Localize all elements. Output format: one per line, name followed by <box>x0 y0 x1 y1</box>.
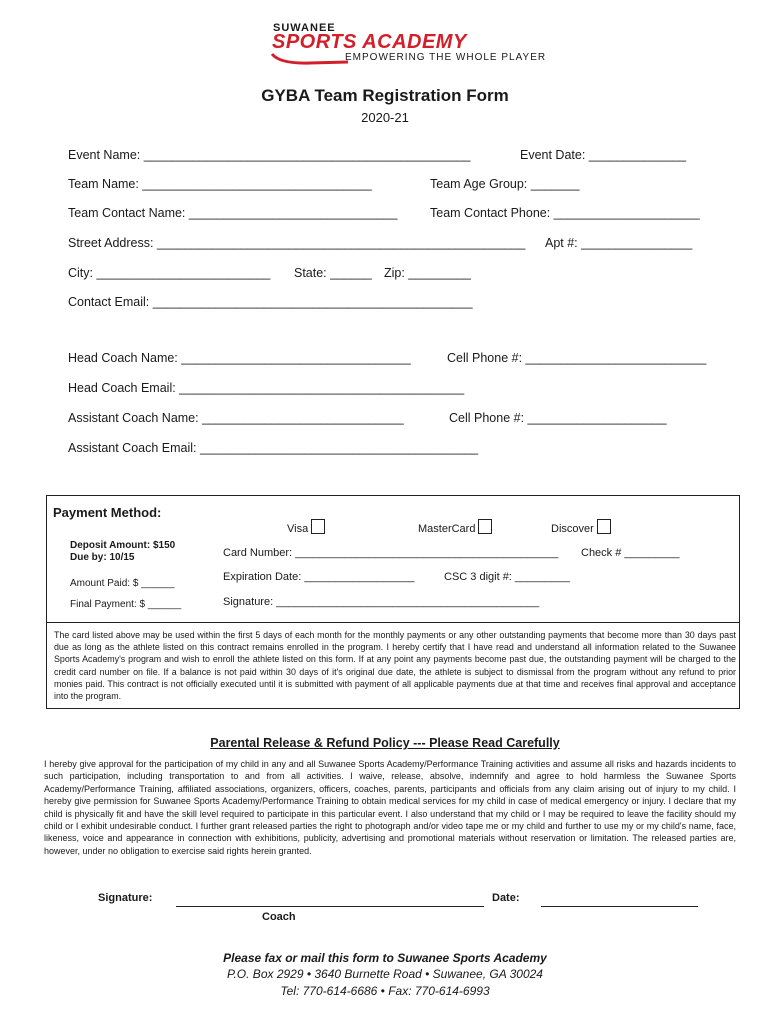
mastercard-checkbox[interactable] <box>478 519 492 534</box>
signature-label: Signature: <box>98 892 153 904</box>
expiration-date-field[interactable]: Expiration Date: __________________ <box>223 571 415 583</box>
payment-signature-field[interactable]: Signature: ___________________________________________ <box>223 596 540 608</box>
discover-option[interactable] <box>551 519 611 535</box>
head-coach-email-field[interactable]: Head Coach Email: _________________________________________ <box>68 381 465 395</box>
head-coach-name-field[interactable]: Head Coach Name: _________________________________ <box>68 351 411 365</box>
release-title: Parental Release & Refund Policy --- Please Read Carefully <box>210 736 560 750</box>
team-contact-name-field[interactable]: Team Contact Name: ______________________________ <box>68 206 398 220</box>
logo-tagline: EMPOWERING THE WHOLE PLAYER <box>345 52 547 63</box>
logo-swoosh-icon <box>270 52 350 66</box>
discover-label: Discover <box>551 523 594 535</box>
release-body: I hereby give approval for the participation of my child in any and all Suwanee Sports Academy/Performance Training activities and assume all risks and hazards incidents to such participation, including transportation to and from all activities. I waive, release, absolve, indemnify and agree to hold harmless the Suwanee Sports Academy/Performance Training, affiliated associations, organizers, officers, coaches, parents, participants and officials from any claim arising out of injury to my child. I hereby give permission for Suwanee Sports Academy/Performance Training to obtain medical services for my child in case of medical emergency or injury. I declare that my child is physically fit and have the skill level required to participate in this particular event. I also understand that my child or I may be required to leave the facility should my child or I exhibit undesirable conduct. I further grant released parties the right to photograph and/or video tape me or my child and further to use my or my child's name, face, likeness, voice and appearance in connection with exhibitions, publicity, advertising and promotional materials without reservation or limitation. The released parties are, however, under no obligation to exercise said rights herein granted. <box>44 759 736 856</box>
deposit-amount: Deposit Amount: $150 <box>70 540 176 551</box>
payment-divider <box>46 622 740 623</box>
event-name-field[interactable]: Event Name: _______________________________________________ <box>68 148 471 162</box>
visa-checkbox[interactable] <box>311 519 325 534</box>
city-field[interactable]: City: _________________________ <box>68 266 271 280</box>
visa-option[interactable] <box>287 519 325 535</box>
discover-checkbox[interactable] <box>597 519 611 534</box>
final-payment-field[interactable]: Final Payment: $ ______ <box>70 599 182 610</box>
zip-field[interactable]: Zip: _________ <box>384 266 471 280</box>
footer-address: P.O. Box 2929 • 3640 Burnette Road • Suwanee, GA 30024 <box>227 967 543 981</box>
footer-phone: Tel: 770-614-6686 • Fax: 770-614-6993 <box>280 984 490 998</box>
state-field[interactable]: State: ______ <box>294 266 372 280</box>
card-number-field[interactable]: Card Number: ___________________________________________ <box>223 547 559 559</box>
apt-field[interactable]: Apt #: ________________ <box>545 236 693 250</box>
date-line[interactable] <box>541 906 698 907</box>
assistant-coach-cell-field[interactable]: Cell Phone #: ____________________ <box>449 411 667 425</box>
contact-email-field[interactable]: Contact Email: ______________________________________________ <box>68 295 473 309</box>
logo-top-text: SUWANEE <box>273 22 336 34</box>
due-by: Due by: 10/15 <box>70 552 135 563</box>
date-label: Date: <box>492 892 520 904</box>
head-coach-cell-field[interactable]: Cell Phone #: __________________________ <box>447 351 707 365</box>
logo-main-text: SPORTS ACADEMY <box>272 31 467 53</box>
check-number-field[interactable]: Check # _________ <box>581 547 680 559</box>
mastercard-label: MasterCard <box>418 523 476 535</box>
visa-label: Visa <box>287 523 309 535</box>
payment-disclaimer: The card listed above may be used within the first 5 days of each month for the monthly payments or any other outstanding payments that become more than 30 days past due as long as the athlete listed on this contract remains enrolled in the program. I hereby certify that I have read and understand all information related to the Suwanee Sports Academy's program and wish to enroll the athlete listed on this form. If at any point any payments become past due, the outstanding payment will be charged to the credit card number on file. If a balance is not paid within 30 days of it's original due date, the athlete is subject to dismissal from the program without any refund to prior monies paid. This contract is not officially executed until it is submitted with payment of all applicable payments due at that time and receives final approval and acceptance into the program. <box>54 630 736 702</box>
team-age-group-field[interactable]: Team Age Group: _______ <box>430 177 580 191</box>
amount-paid-field[interactable]: Amount Paid: $ ______ <box>70 578 175 589</box>
signature-line[interactable] <box>176 906 484 907</box>
form-title: GYBA Team Registration Form <box>261 86 509 105</box>
csc-field[interactable]: CSC 3 digit #: _________ <box>444 571 570 583</box>
footer-instruction: Please fax or mail this form to Suwanee Sports Academy <box>223 951 547 965</box>
assistant-coach-name-field[interactable]: Assistant Coach Name: _____________________________ <box>68 411 404 425</box>
event-date-field[interactable]: Event Date: ______________ <box>520 148 687 162</box>
assistant-coach-email-field[interactable]: Assistant Coach Email: ________________________________________ <box>68 441 479 455</box>
mastercard-option[interactable] <box>418 519 492 535</box>
team-contact-phone-field[interactable]: Team Contact Phone: _____________________ <box>430 206 700 220</box>
street-address-field[interactable]: Street Address: _____________________________________________________ <box>68 236 526 250</box>
coach-label: Coach <box>262 911 296 923</box>
payment-method-title: Payment Method: <box>53 505 162 520</box>
team-name-field[interactable]: Team Name: _________________________________ <box>68 177 372 191</box>
form-year: 2020-21 <box>361 110 409 125</box>
